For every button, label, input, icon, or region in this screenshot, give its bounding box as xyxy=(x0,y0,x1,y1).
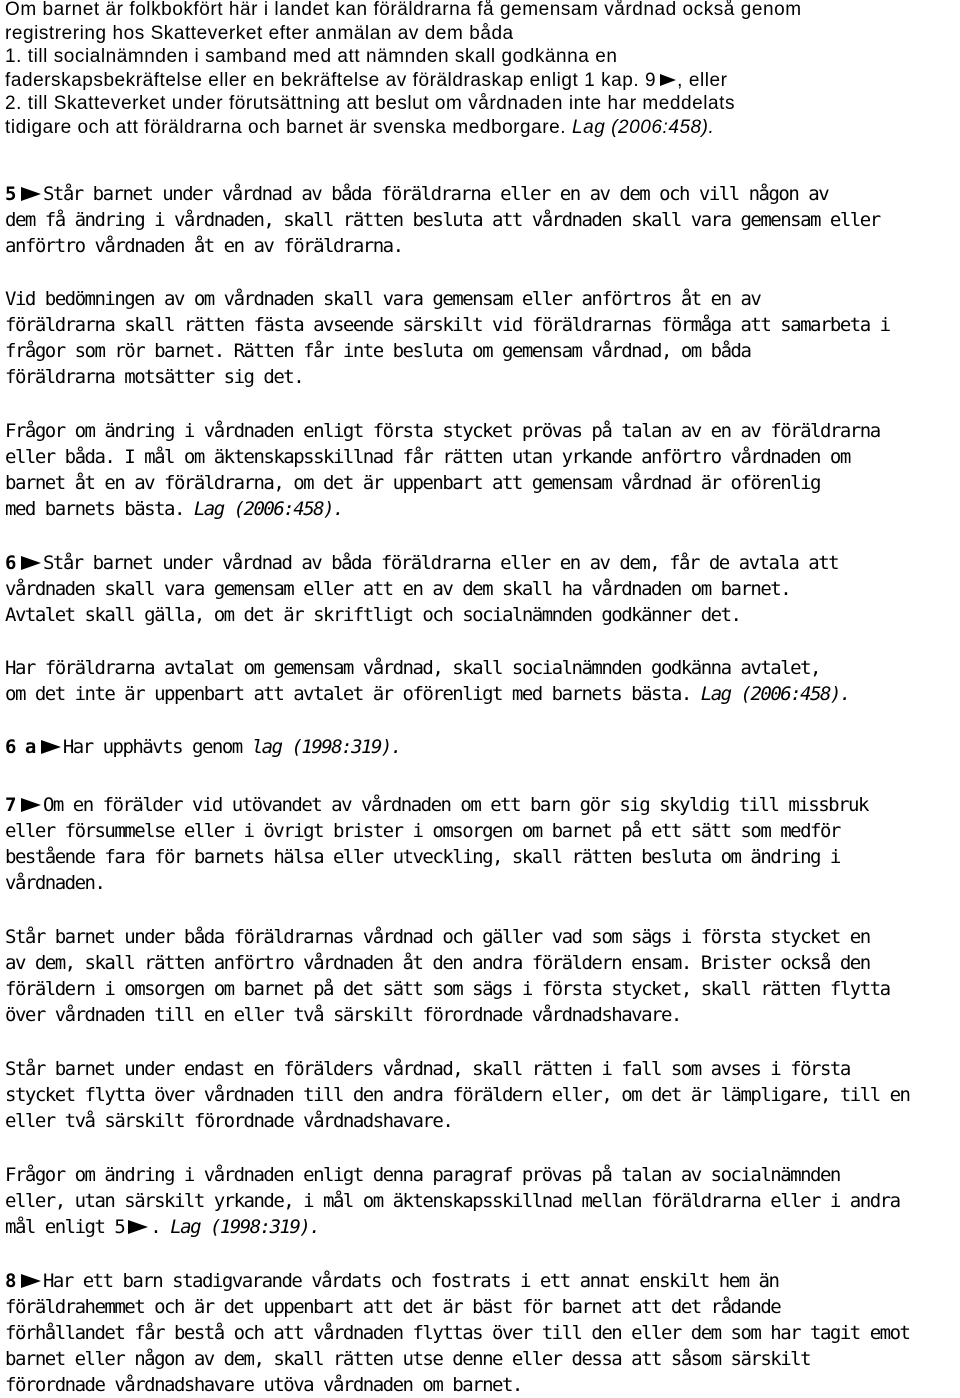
text-line: föräldern i omsorgen om barnet på det sätt som sägs i första stycket, skall rätten flytta xyxy=(5,978,890,1000)
text-line: vårdnaden. xyxy=(5,872,105,894)
text-line xyxy=(5,1268,960,1294)
text-line: Frågor om ändring i vårdnaden enligt första stycket prövas på talan av en av föräldrarna xyxy=(5,420,880,442)
section-sign-icon xyxy=(41,739,61,755)
text-line: barnet åt en av föräldrarna, om det är uppenbart att gemensam vårdnad är oförenlig xyxy=(5,472,820,494)
section-6 xyxy=(5,550,960,628)
section-number: 8 xyxy=(5,1270,15,1292)
text-segment: faderskapsbekräftelse eller en bekräftelse av föräldraskap enligt 1 kap. 9 xyxy=(5,69,657,91)
text-line xyxy=(5,69,960,93)
text-line: föräldrahemmet och är det uppenbart att det är bäst för barnet att det rådande xyxy=(5,1296,781,1318)
text-segment: tidigare och att föräldrarna och barnet är svenska medborgare. xyxy=(5,116,567,138)
section-number: 6 a xyxy=(5,736,35,758)
law-reference-link[interactable]: Lag (2006:458). xyxy=(571,116,715,138)
paragraph-registration xyxy=(5,0,960,139)
text-line xyxy=(5,1214,960,1240)
section-7-paragraph-3 xyxy=(5,1056,960,1134)
text-segment: om det inte är uppenbart att avtalet är oförenligt med barnets bästa. xyxy=(5,683,691,705)
text-line: Står barnet under endast en förälders vårdnad, skall rätten i fall som avses i första xyxy=(5,1058,850,1080)
text-line: Avtalet skall gälla, om det är skriftligt och socialnämnden godkänner det. xyxy=(5,604,741,626)
section-7-paragraph-4 xyxy=(5,1162,960,1240)
section-7-paragraph-2 xyxy=(5,924,960,1028)
text-line: 1. till socialnämnden i samband med att nämnden skall godkänna en xyxy=(5,46,618,67)
text-line: bestående fara för barnets hälsa eller utveckling, skall rätten besluta om ändring i xyxy=(5,846,840,868)
text-segment: Står barnet under vårdnad av båda föräldrarna eller en av dem och vill någon av xyxy=(42,183,829,205)
text-segment: Om en förälder vid utövandet av vårdnaden om ett barn gör sig skyldig till missbruk xyxy=(42,794,868,816)
section-sign-icon xyxy=(128,1219,148,1235)
text-line: vårdnaden skall vara gemensam eller att en av dem skall ha vårdnaden om barnet. xyxy=(5,578,791,600)
text-line: Frågor om ändring i vårdnaden enligt denna paragraf prövas på talan av socialnämnden xyxy=(5,1164,840,1186)
law-reference-link[interactable]: Lag (1998:319). xyxy=(170,1216,320,1238)
text-line: eller två särskilt förordnade vårdnadshavare. xyxy=(5,1110,453,1132)
law-reference-link[interactable]: lag (1998:319). xyxy=(251,736,401,758)
section-number: 6 xyxy=(5,552,15,574)
text-line: 2. till Skatteverket under förutsättning att beslut om vårdnaden inte har meddelats xyxy=(5,93,736,114)
text-line: stycket flytta över vårdnaden till den andra föräldern eller, om det är lämpligare, till en xyxy=(5,1084,910,1106)
section-sign-icon xyxy=(21,186,41,202)
text-line xyxy=(5,681,960,707)
text-segment: . xyxy=(150,1216,161,1238)
text-line: föräldrarna skall rätten fästa avseende särskilt vid föräldrarnas förmåga att samarbeta i xyxy=(5,314,890,336)
text-line xyxy=(5,792,960,818)
text-line: föräldrarna motsätter sig det. xyxy=(5,366,304,388)
text-line: Har föräldrarna avtalat om gemensam vårdnad, skall socialnämnden godkänna avtalet, xyxy=(5,657,820,679)
section-sign-icon xyxy=(21,797,41,813)
text-line: av dem, skall rätten anförtro vårdnaden åt den andra föräldern ensam. Brister också den xyxy=(5,952,870,974)
section-number: 7 xyxy=(5,794,15,816)
text-line xyxy=(5,734,960,760)
text-line xyxy=(5,116,960,140)
section-sign-icon xyxy=(660,72,676,88)
section-7 xyxy=(5,792,960,896)
law-reference-link[interactable]: Lag (2006:458). xyxy=(193,498,343,520)
text-line: barnet eller någon av dem, skall rätten utse denne eller dessa att såsom särskilt xyxy=(5,1348,811,1370)
text-segment: Har upphävts genom xyxy=(62,736,242,758)
text-line xyxy=(5,550,960,576)
section-sign-icon xyxy=(21,1273,41,1289)
text-segment: , eller xyxy=(677,69,728,91)
text-line: Vid bedömningen av om vårdnaden skall vara gemensam eller anförtros åt en av xyxy=(5,288,761,310)
text-line: Om barnet är folkbokfört här i landet kan föräldrarna få gemensam vårdnad också genom xyxy=(5,0,802,20)
text-line: dem få ändring i vårdnaden, skall rätten besluta att vårdnaden skall vara gemensam eller xyxy=(5,209,880,231)
text-line: förhållandet får bestå och att vårdnaden flyttas över till den eller dem som har tagit emot xyxy=(5,1322,910,1344)
text-segment: Har ett barn stadigvarande vårdats och fostrats i ett annat enskilt hem än xyxy=(42,1270,779,1292)
text-line: eller båda. I mål om äktenskapsskillnad får rätten utan yrkande anförtro vårdnaden om xyxy=(5,446,850,468)
section-sign-icon xyxy=(21,555,41,571)
text-line: förordnade vårdnadshavare utöva vårdnaden om barnet. xyxy=(5,1374,522,1396)
text-line xyxy=(5,496,960,522)
section-8 xyxy=(5,1268,960,1398)
text-line: registrering hos Skatteverket efter anmälan av dem båda xyxy=(5,22,514,44)
text-segment: Står barnet under vårdnad av båda föräldrarna eller en av dem, får de avtala att xyxy=(42,552,839,574)
section-5-paragraph-2 xyxy=(5,286,960,390)
text-line: över vårdnaden till en eller två särskilt förordnade vårdnadshavare. xyxy=(5,1004,681,1026)
text-line xyxy=(5,181,960,207)
section-6a xyxy=(5,734,960,760)
text-line: eller försummelse eller i övrigt brister i omsorgen om barnet på ett sätt som medför xyxy=(5,820,840,842)
text-line: frågor som rör barnet. Rätten får inte besluta om gemensam vårdnad, om båda xyxy=(5,340,751,362)
section-6-paragraph-2 xyxy=(5,655,960,707)
section-5 xyxy=(5,181,960,259)
section-5-paragraph-3 xyxy=(5,418,960,522)
section-number: 5 xyxy=(5,183,15,205)
law-reference-link[interactable]: Lag (2006:458). xyxy=(700,683,850,705)
text-line: eller, utan särskilt yrkande, i mål om äktenskapsskillnad mellan föräldrarna eller i andra xyxy=(5,1190,900,1212)
text-segment: mål enligt 5 xyxy=(5,1216,125,1238)
text-line: Står barnet under båda föräldrarnas vårdnad och gäller vad som sägs i första stycket en xyxy=(5,926,870,948)
text-line: anförtro vårdnaden åt en av föräldrarna. xyxy=(5,235,403,257)
text-segment: med barnets bästa. xyxy=(5,498,184,520)
